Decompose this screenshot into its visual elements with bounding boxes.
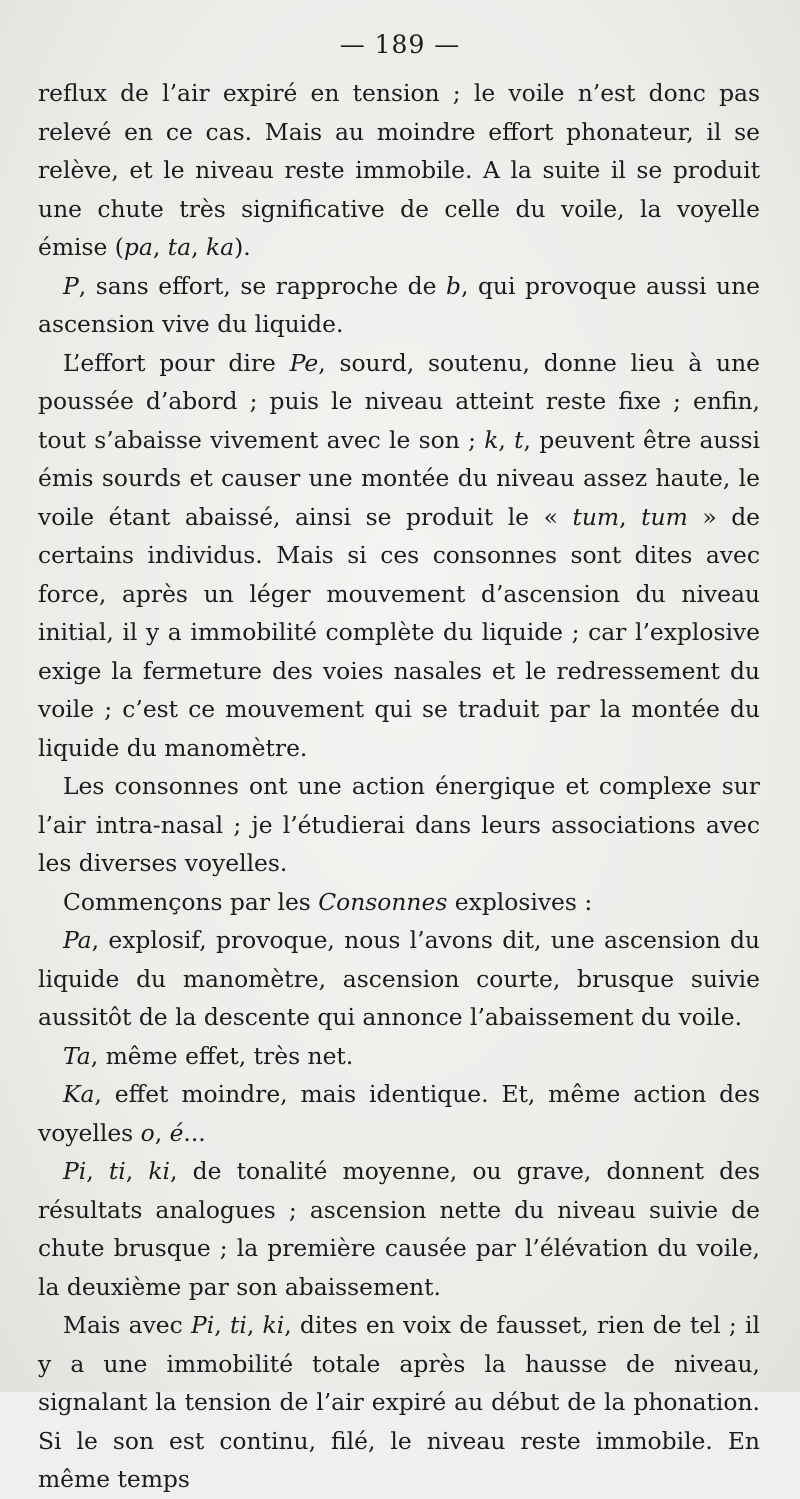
paragraph (38, 1037, 760, 1076)
text-run: , (125, 1157, 149, 1185)
text-run: , qui provoque aussi une ascension vive du liquide. (38, 271, 760, 338)
text-run: explosives : (447, 887, 593, 916)
text-run: , peuvent être aussi émis sourds et causer une montée du niveau assez haute, le voile étant abaissé, ainsi se produit le « (38, 425, 760, 531)
italic-term: ti (108, 1157, 126, 1185)
text-run: Les consonnes ont une action énergique et complexe sur l’air intra-nasal ; je l’étudierai dans leurs associations avec les diverses voyelles. (38, 772, 760, 877)
paragraph (38, 267, 760, 344)
paragraph (38, 1152, 760, 1306)
paragraph (38, 767, 760, 883)
italic-term: é (169, 1118, 184, 1147)
italic-term: o (140, 1118, 155, 1147)
text-run: , (619, 502, 642, 531)
text-run: , dites en voix de fausset, rien de tel ; il y a une immobilité totale après la hausse de niveau, signalant la tension de l’air expiré au début de la phonation. Si le son est continu, filé, le niveau reste immobile. En même temps (38, 1311, 760, 1493)
italic-term: t (514, 425, 524, 454)
text-run: , sans effort, se rapproche de (78, 271, 446, 300)
paragraph (38, 1075, 760, 1152)
text-run: ). (234, 233, 251, 261)
text-run: , (191, 233, 206, 261)
italic-term: ka (205, 233, 235, 261)
paragraph (38, 74, 760, 267)
page-number: — 189 — (339, 30, 461, 59)
italic-term: tum (641, 502, 688, 531)
italic-term: k (484, 425, 499, 454)
text-run: , (246, 1311, 263, 1339)
text-run: , même effet, très net. (90, 1041, 354, 1070)
italic-term: P (63, 271, 79, 300)
text-run: Mais avec (63, 1311, 192, 1339)
text-run: L’effort pour dire (63, 348, 290, 377)
text-run: , explosif, provoque, nous l’avons dit, une ascension du liquide du manomètre, ascension courte, brusque suivie aussitôt de la descente qui annonce l’abaissement du voile. (38, 926, 760, 1031)
paragraph (38, 344, 760, 768)
italic-term: Pi (191, 1311, 215, 1339)
text-run: , (152, 233, 168, 261)
text-run: Commençons par les (63, 887, 319, 916)
text-run: , (498, 425, 515, 454)
paragraph (38, 921, 760, 1037)
text-run: ... (183, 1118, 206, 1147)
italic-term: tum (572, 502, 620, 531)
body-text (38, 74, 760, 1499)
paragraph (38, 1306, 760, 1499)
text-run: , de tonalité moyenne, ou grave, donnent des résultats analogues ; ascension nette du niveau suivie de chute brusque ; la première causée par l’élévation du voile, la deuxième par son abaissement. (38, 1157, 761, 1301)
italic-term: Pa (63, 926, 92, 954)
italic-term: ki (262, 1311, 285, 1339)
italic-term: ti (229, 1311, 247, 1339)
italic-term: Ta (63, 1041, 91, 1070)
italic-term: b (446, 271, 461, 300)
italic-term: Pi (63, 1157, 87, 1185)
text-run: , (214, 1311, 230, 1339)
italic-term: Consonnes (318, 887, 448, 916)
text-run: reflux de l’air expiré en tension ; le voile n’est donc pas relevé en ce cas. Mais au moindre effort phonateur, il se relève, et le niveau reste immobile. A la suite il se produit une chute très significative de celle du voile, la voyelle émise ( (38, 79, 760, 261)
text-run: , (154, 1118, 170, 1147)
italic-term: pa (123, 233, 153, 261)
text-run: , (86, 1157, 109, 1185)
italic-term: Ka (63, 1080, 95, 1108)
italic-term: ki (148, 1157, 171, 1185)
text-run: , effet moindre, mais identique. Et, même action des voyelles (38, 1080, 760, 1147)
text-run: , sourd, soutenu, donne lieu à une poussée d’abord ; puis le niveau atteint reste fixe ; enfin, tout s’abaisse vivement avec le son ; (38, 348, 760, 454)
paragraph (38, 883, 760, 922)
text-run: » de certains individus. Mais si ces consonnes sont dites avec force, après un léger mouvement d’ascension du niveau initial, il y a immobilité complète du liquide ; car l’explosive exige la fermeture des voies nasales et le redressement du voile ; c’est ce mouvement qui se traduit par la montée du liquide du manomètre. (38, 502, 761, 762)
italic-term: Pe (289, 348, 319, 377)
italic-term: ta (167, 233, 192, 261)
